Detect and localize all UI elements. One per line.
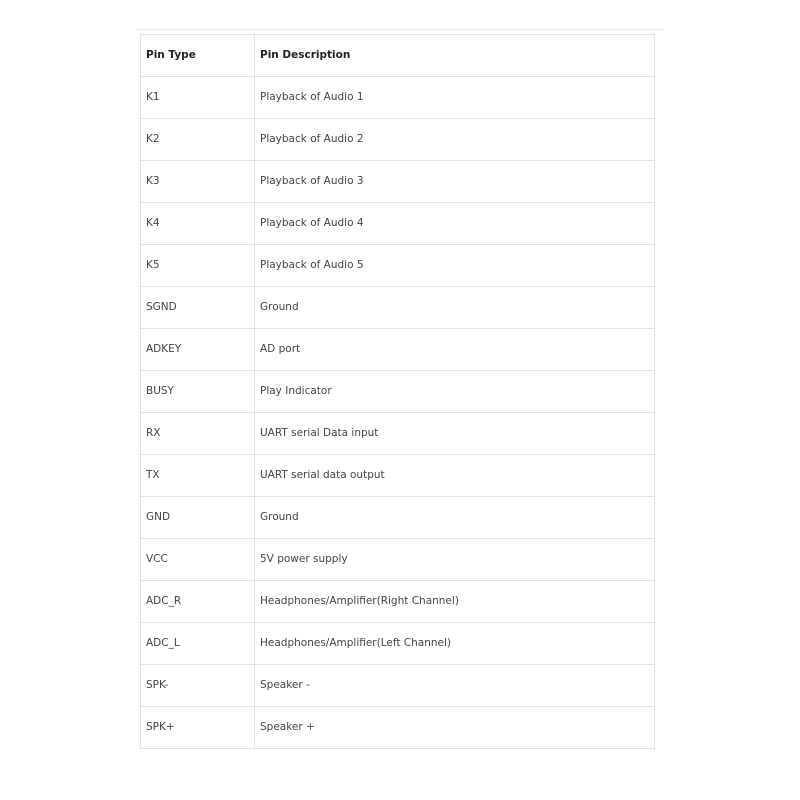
pin-description-cell: Playback of Audio 4: [255, 203, 655, 245]
pin-type-cell: SPK+: [141, 707, 255, 749]
pin-description-cell: Ground: [255, 497, 655, 539]
pin-type-cell: RX: [141, 413, 255, 455]
pin-description-cell: Headphones/Amplifier(Left Channel): [255, 623, 655, 665]
pin-type-cell: K1: [141, 77, 255, 119]
table-row: [141, 287, 655, 329]
pin-type-cell: K2: [141, 119, 255, 161]
pin-type-cell: SPK-: [141, 665, 255, 707]
table-row: [141, 455, 655, 497]
table-row: [141, 371, 655, 413]
table-row: [141, 119, 655, 161]
pin-description-cell: Playback of Audio 2: [255, 119, 655, 161]
table-row: [141, 623, 655, 665]
table-row: [141, 497, 655, 539]
pin-description-cell: 5V power supply: [255, 539, 655, 581]
pin-type-cell: ADC_R: [141, 581, 255, 623]
pin-type-cell: ADKEY: [141, 329, 255, 371]
pin-type-cell: VCC: [141, 539, 255, 581]
table-row: [141, 245, 655, 287]
top-divider: [136, 29, 664, 30]
pin-type-cell: ADC_L: [141, 623, 255, 665]
pin-table: [140, 34, 655, 749]
pin-type-cell: K5: [141, 245, 255, 287]
pin-description-cell: Playback of Audio 3: [255, 161, 655, 203]
pin-type-cell: BUSY: [141, 371, 255, 413]
pin-description-cell: Playback of Audio 1: [255, 77, 655, 119]
pin-type-cell: GND: [141, 497, 255, 539]
pin-description-cell: UART serial Data input: [255, 413, 655, 455]
table-row: [141, 539, 655, 581]
pin-type-cell: SGND: [141, 287, 255, 329]
pin-description-cell: Speaker -: [255, 665, 655, 707]
pin-type-cell: TX: [141, 455, 255, 497]
table-row: [141, 161, 655, 203]
pin-description-cell: Speaker +: [255, 707, 655, 749]
pin-description-cell: Headphones/Amplifier(Right Channel): [255, 581, 655, 623]
header-pin-description: Pin Description: [255, 35, 655, 77]
header-pin-type: Pin Type: [141, 35, 255, 77]
pin-description-cell: UART serial data output: [255, 455, 655, 497]
table-header-row: [141, 35, 655, 77]
pin-description-cell: Ground: [255, 287, 655, 329]
pin-description-cell: Play Indicator: [255, 371, 655, 413]
pin-type-cell: K3: [141, 161, 255, 203]
table-row: [141, 329, 655, 371]
table-row: [141, 707, 655, 749]
pin-description-cell: Playback of Audio 5: [255, 245, 655, 287]
pin-type-cell: K4: [141, 203, 255, 245]
table-row: [141, 581, 655, 623]
table-row: [141, 203, 655, 245]
table-row: [141, 413, 655, 455]
table-row: [141, 77, 655, 119]
table-row: [141, 665, 655, 707]
pin-description-cell: AD port: [255, 329, 655, 371]
